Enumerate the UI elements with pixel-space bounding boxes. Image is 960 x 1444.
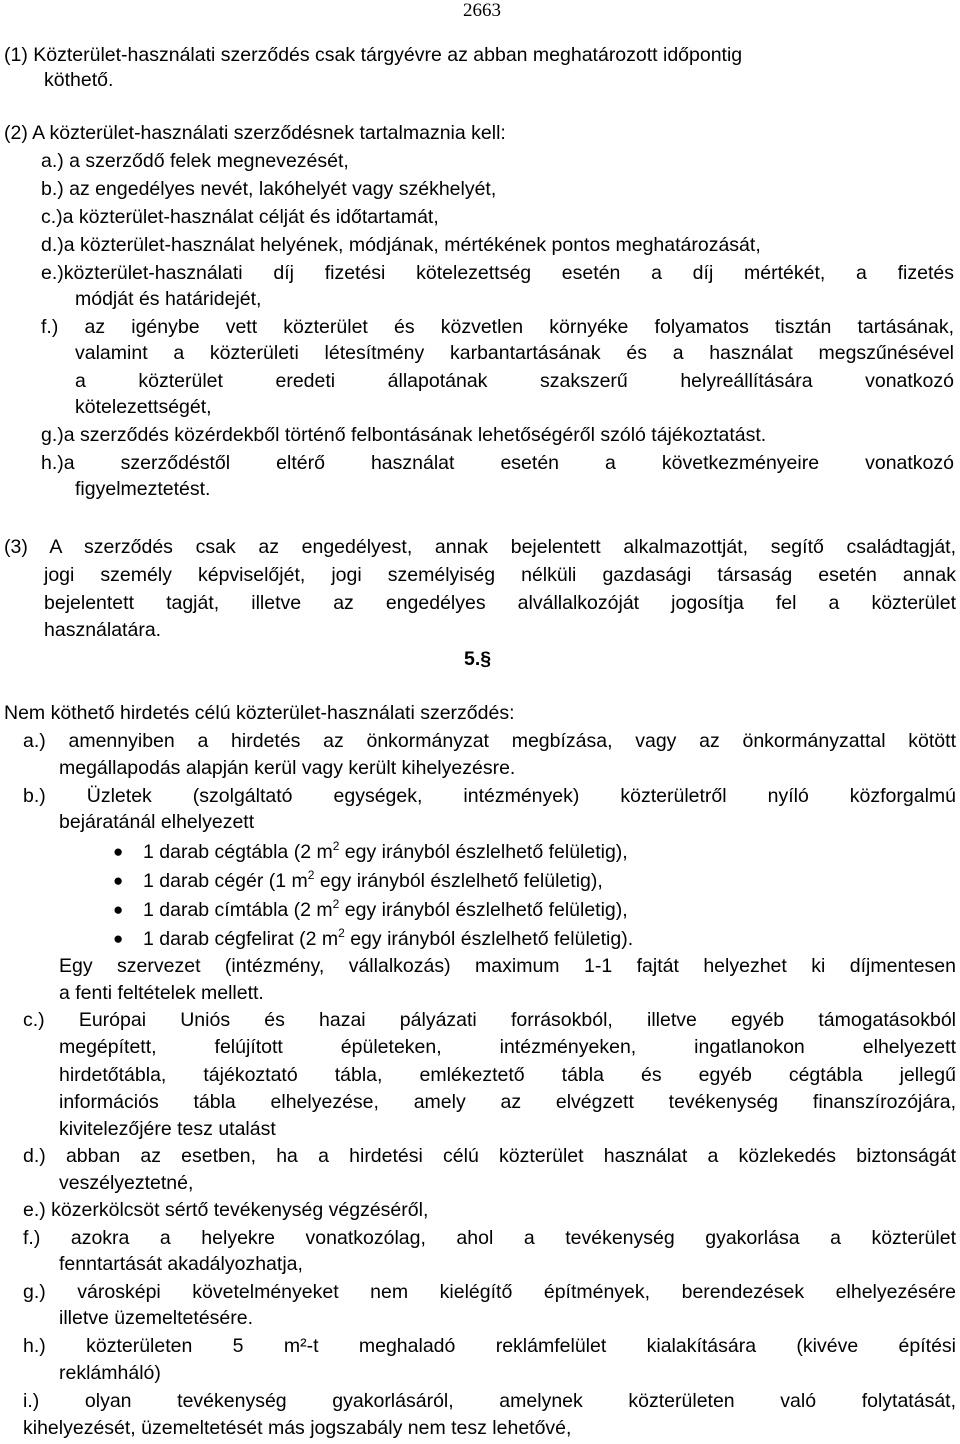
section-5-item-c-line-2: megépített, felújított épületeken, intézményeken, ingatlanokon elhelyezett [59, 1036, 956, 1058]
section-5-item-b-line-3: Egy szervezet (intézmény, vállalkozás) maximum 1-1 fajtát helyezhet ki díjmentesen [59, 955, 956, 977]
section-heading: 5.§ [464, 648, 492, 670]
paragraph-3-line-1: (3) A szerződés csak az engedélyest, annak bejelentett alkalmazottját, segítő családtagját, [4, 536, 956, 558]
paragraph-1-line-1: (1) Közterület-használati szerződés csak tárgyévre az abban meghatározott időpontig [4, 44, 743, 66]
section-5-item-e: e.) közerkölcsöt sértő tevékenység végzéséről, [23, 1199, 429, 1221]
page-number: 2663 [463, 0, 501, 21]
paragraph-3-line-2: jogi személy képviselőjét, jogi személyiség nélküli gazdasági társaság esetén annak [44, 564, 956, 586]
bullet-item-1: 1 darab cégtábla (2 $m^2$ egy irányból észlelhető felületig), [143, 839, 628, 863]
section-5-item-g-line-1: g.) városképi követelményeket nem kielégítő építmények, berendezések elhelyezésére [23, 1281, 956, 1303]
paragraph-3-line-4: használatára. [44, 619, 162, 641]
section-5-item-a-line-1: a.) amennyiben a hirdetés az önkormányzat megbízása, vagy az önkormányzattal kötött [23, 730, 956, 752]
section-5-item-i-line-1: i.) olyan tevékenység gyakorlásáról, amelynek közterületen való folytatását, [23, 1390, 956, 1412]
bullet-icon: ● [113, 842, 124, 861]
bullet-icon: ● [113, 900, 124, 919]
paragraph-2-intro: (2) A közterület-használati szerződésnek tartalmaznia kell: [4, 122, 506, 144]
section-5-item-b-line-2: bejáratánál elhelyezett [59, 811, 255, 833]
section-5-item-g-line-2: illetve üzemeltetésére. [59, 1307, 254, 1329]
paragraph-1-line-2: köthető. [44, 69, 114, 91]
section-5-item-c-line-4: információs tábla elhelyezése, amely az elvégzett tevékenység finanszírozójára, [59, 1091, 956, 1113]
paragraph-2-item-f-line-4: kötelezettségét, [75, 396, 212, 418]
section-5-item-i-line-2: kihelyezését, üzemeltetését más jogszabály nem tesz lehetővé, [23, 1417, 572, 1439]
section-5-item-d-line-1: d.) abban az esetben, ha a hirdetési célú közterület használat a közlekedés biztonságát [23, 1145, 956, 1167]
section-5-item-c-line-1: c.) Európai Uniós és hazai pályázati forrásokból, illetve egyéb támogatásokból [23, 1009, 956, 1031]
bullet-icon: ● [113, 871, 124, 890]
section-5-intro: Nem köthető hirdetés célú közterület-használati szerződés: [4, 702, 515, 724]
bullet-item-4: 1 darab cégfelirat (2 $m^2$ egy irányból észlelhető felületig). [143, 926, 634, 950]
paragraph-2-item-c: c.)a közterület-használat célját és időtartamát, [41, 206, 439, 228]
paragraph-2-item-a: a.) a szerződő felek megnevezését, [41, 150, 349, 172]
paragraph-2-item-e-line-2: módját és határidejét, [75, 288, 262, 310]
paragraph-2-item-d: d.)a közterület-használat helyének, módjának, mértékének pontos meghatározását, [41, 234, 761, 256]
bullet-item-2: 1 darab cégér (1 $m^2$ egy irányból észlelhető felületig), [143, 868, 603, 892]
paragraph-2-item-f-line-2: valamint a közterületi létesítmény karbantartásának és a használat megszűnésével [75, 342, 954, 364]
section-5-item-f-line-1: f.) azokra a helyekre vonatkozólag, ahol a tevékenység gyakorlása a közterület [23, 1227, 956, 1249]
paragraph-2-item-f-line-3: a közterület eredeti állapotának szakszerű helyreállítására vonatkozó [75, 370, 954, 392]
paragraph-2-item-g: g.)a szerződés közérdekből történő felbontásának lehetőségéről szóló tájékoztatást. [41, 424, 767, 446]
bullet-icon: ● [113, 929, 124, 948]
section-5-item-h-line-1: h.) közterületen 5 m²-t meghaladó reklámfelület kialakítására (kivéve építési [23, 1335, 956, 1357]
paragraph-3-line-3: bejelentett tagját, illetve az engedélyes alvállalkozóját jogosítja fel a közterület [44, 592, 956, 614]
paragraph-2-item-h-line-2: figyelmeztetést. [75, 478, 211, 500]
section-5-item-c-line-3: hirdetőtábla, tájékoztató tábla, emlékeztető tábla és egyéb cégtábla jellegű [59, 1064, 956, 1086]
section-5-item-f-line-2: fenntartását akadályozhatja, [59, 1253, 303, 1275]
section-5-item-c-line-5: kivitelezőjére tesz utalást [59, 1118, 276, 1140]
section-5-item-a-line-2: megállapodás alapján kerül vagy került kihelyezésre. [59, 757, 516, 779]
section-5-item-d-line-2: veszélyeztetné, [59, 1172, 194, 1194]
paragraph-2-item-e-line-1: e.)közterület-használati díj fizetési kötelezettség esetén a díj mértékét, a fizetés [41, 262, 954, 284]
paragraph-2-item-h-line-1: h.)a szerződéstől eltérő használat esetén a következményeire vonatkozó [41, 452, 954, 474]
section-5-item-h-line-2: reklámháló) [59, 1362, 161, 1384]
section-5-item-b-line-4: a fenti feltételek mellett. [59, 982, 264, 1004]
section-5-item-b-line-1: b.) Üzletek (szolgáltató egységek, intézmények) közterületről nyíló közforgalmú [23, 785, 956, 807]
paragraph-2-item-b: b.) az engedélyes nevét, lakóhelyét vagy székhelyét, [41, 178, 497, 200]
paragraph-2-item-f-line-1: f.) az igénybe vett közterület és közvetlen környéke folyamatos tisztán tartásának, [41, 316, 954, 338]
bullet-item-3: 1 darab címtábla (2 $m^2$ egy irányból észlelhető felületig), [143, 897, 628, 921]
